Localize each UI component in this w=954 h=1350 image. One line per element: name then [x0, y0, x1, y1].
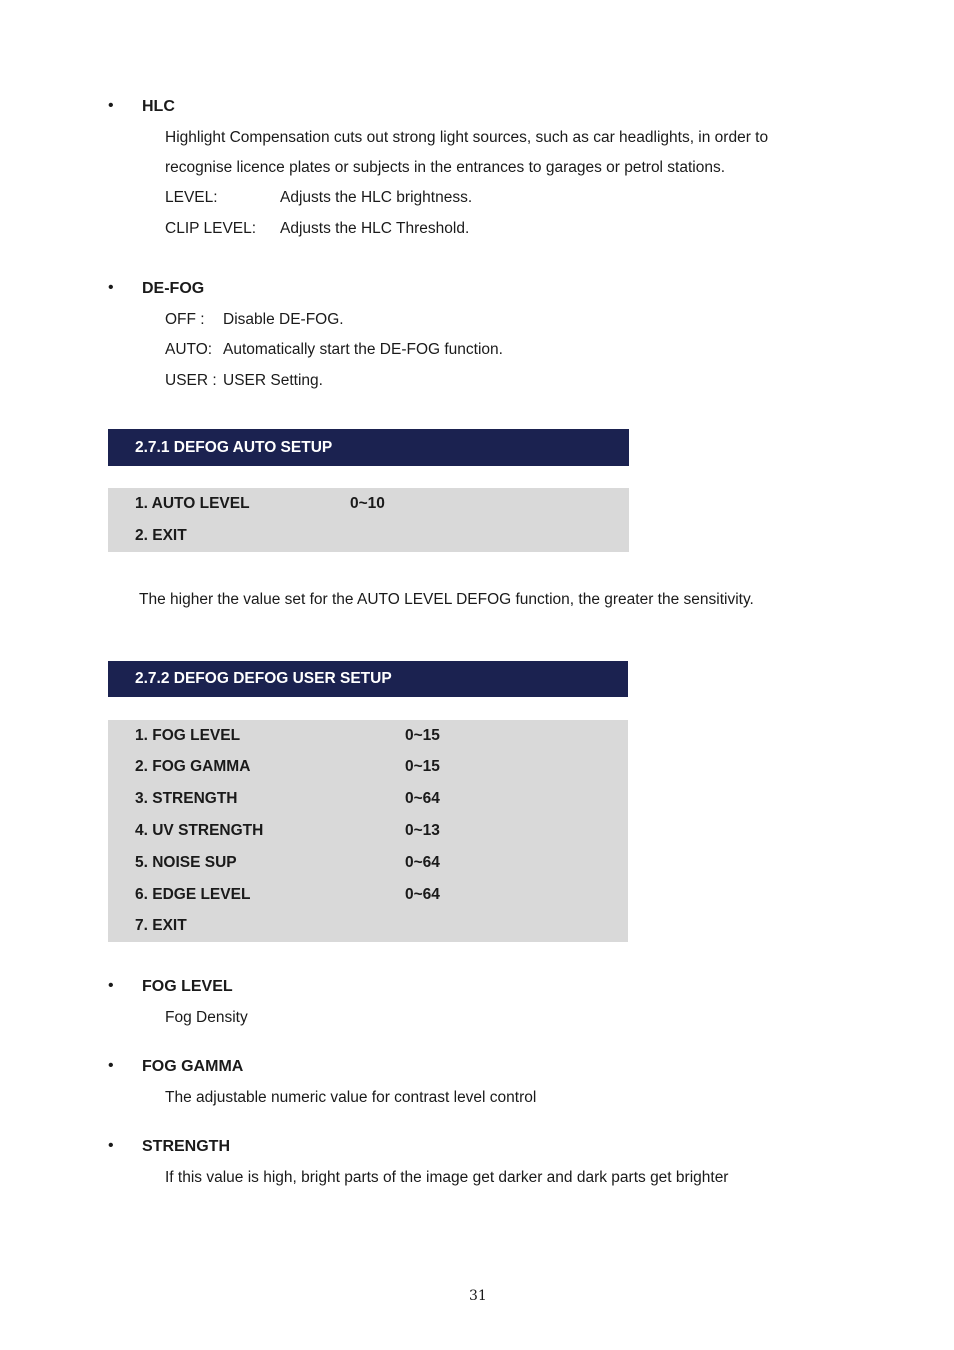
fog-gamma-value: 0~15	[405, 758, 440, 775]
fog-gamma-def-heading: FOG GAMMA	[142, 1058, 244, 1075]
defog-bullet: •	[108, 279, 114, 296]
user-exit-label: 7. EXIT	[135, 917, 187, 934]
noise-sup-value: 0~64	[405, 854, 440, 871]
defog-auto-text: Automatically start the DE-FOG function.	[223, 341, 503, 358]
fog-level-value: 0~15	[405, 727, 440, 744]
strength-def-bullet: •	[108, 1137, 114, 1154]
auto-setup-title-bar	[108, 429, 629, 466]
hlc-bullet: •	[108, 97, 114, 114]
strength-value: 0~64	[405, 790, 440, 807]
fog-level-def-text: Fog Density	[165, 1009, 248, 1026]
hlc-level-text: Adjusts the HLC brightness.	[280, 189, 473, 206]
user-setup-menu-box	[108, 720, 628, 942]
fog-gamma-label: 2. FOG GAMMA	[135, 758, 251, 775]
auto-setup-note: The higher the value set for the AUTO LEVEL DEFOG function, the greater the sensitivity.	[139, 591, 754, 608]
uv-strength-value: 0~13	[405, 822, 440, 839]
defog-user-text: USER Setting.	[223, 372, 323, 389]
hlc-clip-level-text: Adjusts the HLC Threshold.	[280, 220, 470, 237]
noise-sup-label: 5. NOISE SUP	[135, 854, 237, 871]
uv-strength-label: 4. UV STRENGTH	[135, 822, 264, 839]
user-setup-title-bar	[108, 661, 628, 697]
hlc-description-line-1: Highlight Compensation cuts out strong light sources, such as car headlights, in order to	[165, 129, 769, 146]
defog-off-label: OFF :	[165, 311, 205, 328]
strength-label: 3. STRENGTH	[135, 790, 238, 807]
hlc-description-line-2: recognise licence plates or subjects in the entrances to garages or petrol stations.	[165, 159, 726, 176]
defog-heading: DE-FOG	[142, 280, 205, 297]
fog-level-def-bullet: •	[108, 977, 114, 994]
fog-gamma-def-text: The adjustable numeric value for contrast level control	[165, 1089, 537, 1106]
auto-setup-title: 2.7.1 DEFOG AUTO SETUP	[135, 438, 333, 456]
auto-level-label: 1. AUTO LEVEL	[135, 495, 250, 512]
strength-def-heading: STRENGTH	[142, 1138, 230, 1155]
fog-gamma-def-bullet: •	[108, 1057, 114, 1074]
hlc-level-label: LEVEL:	[165, 189, 218, 206]
defog-user-label: USER :	[165, 372, 217, 389]
page-number: 31	[469, 1288, 487, 1304]
edge-level-value: 0~64	[405, 886, 440, 903]
fog-level-def-heading: FOG LEVEL	[142, 978, 233, 995]
defog-off-text: Disable DE-FOG.	[223, 311, 344, 328]
auto-level-value: 0~10	[350, 495, 385, 512]
defog-auto-label: AUTO:	[165, 341, 213, 358]
auto-setup-menu-box	[108, 488, 629, 552]
user-setup-title: 2.7.2 DEFOG DEFOG USER SETUP	[135, 670, 392, 687]
edge-level-label: 6. EDGE LEVEL	[135, 886, 251, 903]
fog-level-label: 1. FOG LEVEL	[135, 727, 241, 744]
strength-def-text: If this value is high, bright parts of the image get darker and dark parts get brighter	[165, 1169, 729, 1186]
hlc-heading: HLC	[142, 98, 175, 115]
auto-exit-label: 2. EXIT	[135, 527, 187, 544]
hlc-clip-level-label: CLIP LEVEL:	[165, 220, 257, 237]
